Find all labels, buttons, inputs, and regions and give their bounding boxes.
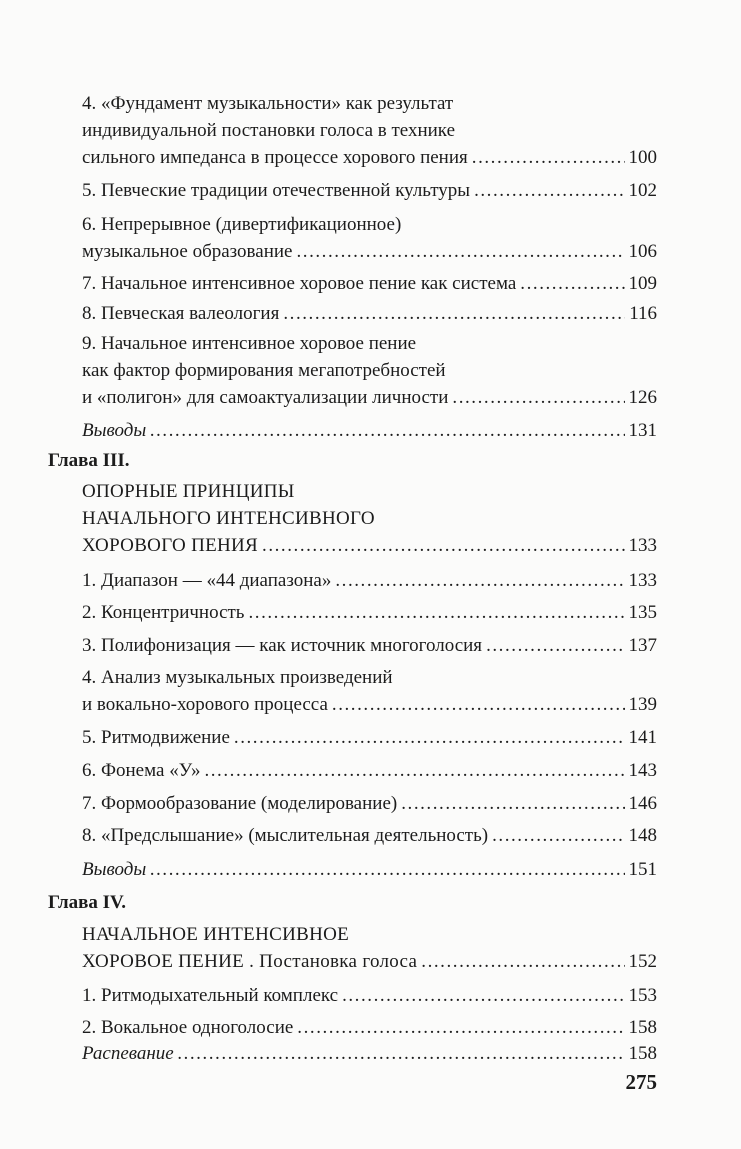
toc-line [82,856,657,883]
dot-leader [150,856,624,883]
dot-leader [492,822,624,849]
entry-title: 8. Певческая валеология [82,303,280,324]
toc-line [82,357,657,384]
entry-page-number: 133 [628,570,657,591]
entry-page-number: 158 [628,1043,657,1064]
entry-page-number: 148 [628,825,657,846]
dot-leader [178,1040,625,1067]
toc-entry[interactable] [82,417,657,444]
chapter-heading: Глава III. [48,450,130,471]
toc-line [82,144,657,171]
toc-entry[interactable] [82,757,657,784]
dot-leader [234,724,625,751]
dot-leader [262,532,624,559]
dot-leader [150,417,624,444]
toc-entry[interactable] [82,1040,657,1067]
entry-page-number: 139 [628,694,657,715]
toc-line [82,948,657,975]
entry-title: Распевание [82,1043,174,1064]
entry-title: 1. Диапазон — «44 диапазона» [82,570,332,591]
toc-line [82,567,657,594]
chapter-heading: Глава IV. [48,892,127,913]
toc-line [82,632,657,659]
toc-entry[interactable] [82,632,657,659]
toc-line [82,691,657,718]
dot-leader [474,177,624,204]
toc-entry[interactable] [82,1014,657,1041]
entry-title: и вокально-хорового процесса [82,694,328,715]
entry-page-number: 100 [628,147,657,168]
toc-line [82,330,657,357]
entry-page-number: 135 [628,602,657,623]
toc-line [82,599,657,626]
entry-page-number: 151 [628,859,657,880]
toc-entry[interactable] [82,724,657,751]
toc-entry[interactable] [82,921,657,975]
entry-page-number: 106 [628,241,657,262]
toc-entry[interactable] [82,211,657,265]
entry-title: 7. Начальное интенсивное хоровое пение как система [82,273,517,294]
entry-title: музыкальное образование [82,241,293,262]
entry-page-number: 158 [628,1017,657,1038]
entry-page-number: 102 [628,180,657,201]
entry-page-number: 143 [628,760,657,781]
toc-line [82,211,657,238]
dot-leader [486,632,624,659]
entry-title: 5. Певческие традиции отечественной культуры [82,180,471,201]
toc-entry[interactable] [82,300,657,327]
toc-line [82,790,657,817]
toc-line [82,532,657,559]
toc-line [82,417,657,444]
page-number: 275 [625,1070,657,1094]
entry-title: 6. Фонема «У» [82,760,201,781]
entry-title: как фактор формирования мегапотребностей [82,360,446,381]
entry-title: 7. Формообразование (моделирование) [82,793,398,814]
dot-leader [472,144,625,171]
dot-leader [520,270,624,297]
toc-line [82,982,657,1009]
entry-page-number: 126 [628,387,657,408]
toc-line [82,117,657,144]
toc-entry[interactable] [82,599,657,626]
toc-line [82,664,657,691]
entry-title: сильного импеданса в процессе хорового пения [82,147,468,168]
entry-page-number: 131 [628,420,657,441]
entry-title: ОПОРНЫЕ ПРИНЦИПЫ [82,481,295,502]
entry-title: 8. «Предслышание» (мыслительная деятельность) [82,825,489,846]
entry-page-number: 116 [629,303,657,324]
toc-line [82,921,657,948]
toc-entry[interactable] [82,90,657,171]
entry-title: индивидуальной постановки голоса в технике [82,120,455,141]
dot-leader [248,599,624,626]
entry-page-number: 141 [628,727,657,748]
toc-line [82,90,657,117]
toc-entry[interactable] [82,790,657,817]
toc-line [82,1014,657,1041]
entry-title: 4. «Фундамент музыкальности» как результат [82,93,454,114]
entry-title: НАЧАЛЬНОЕ ИНТЕНСИВНОЕ [82,924,350,945]
entry-title: 4. Анализ музыкальных произведений [82,667,393,688]
toc-line [82,1040,657,1067]
entry-title: ХОРОВОГО ПЕНИЯ [82,535,259,556]
toc-line [82,478,657,505]
entry-title: 1. Ритмодыхательный комплекс [82,985,339,1006]
toc-line [82,270,657,297]
toc-line [82,822,657,849]
entry-title: Выводы [82,859,147,880]
dot-leader [297,1014,624,1041]
toc-entry[interactable] [82,567,657,594]
toc-entry[interactable] [82,478,657,559]
entry-page-number: 152 [628,951,657,972]
entry-page-number: 133 [628,535,657,556]
toc-line [82,384,657,411]
entry-title: 5. Ритмодвижение [82,727,230,748]
entry-title: 2. Концентричность [82,602,245,623]
entry-page-number: 137 [628,635,657,656]
toc-line [82,505,657,532]
entry-page-number: 146 [628,793,657,814]
toc-entry[interactable] [82,270,657,297]
entry-title: 9. Начальное интенсивное хоровое пение [82,333,417,354]
entry-title: и «полигон» для самоактуализации личности [82,387,449,408]
dot-leader [283,300,625,327]
toc-entry[interactable] [82,177,657,204]
dot-leader [421,948,624,975]
toc-entry[interactable] [82,330,657,411]
dot-leader [452,384,624,411]
toc-line [82,300,657,327]
entry-title: Выводы [82,420,147,441]
entry-title: 6. Непрерывное (дивертификационное) [82,214,402,235]
entry-title: ХОРОВОЕ ПЕНИЕ . Постановка голоса [82,951,418,972]
entry-title: 2. Вокальное одноголосие [82,1017,294,1038]
toc-line [82,757,657,784]
toc-entry[interactable] [82,982,657,1009]
toc-entry[interactable] [82,856,657,883]
entry-title: 3. Полифонизация — как источник многоголосия [82,635,483,656]
entry-page-number: 109 [628,273,657,294]
dot-leader [296,238,624,265]
entry-title: НАЧАЛЬНОГО ИНТЕНСИВНОГО [82,508,375,529]
dot-leader [332,691,625,718]
toc-line [82,177,657,204]
toc-line [82,724,657,751]
dot-leader [342,982,624,1009]
entry-page-number: 153 [628,985,657,1006]
dot-leader [335,567,624,594]
toc-entry[interactable] [82,822,657,849]
toc-entry[interactable] [82,664,657,718]
dot-leader [401,790,624,817]
toc-line [82,238,657,265]
dot-leader [204,757,624,784]
